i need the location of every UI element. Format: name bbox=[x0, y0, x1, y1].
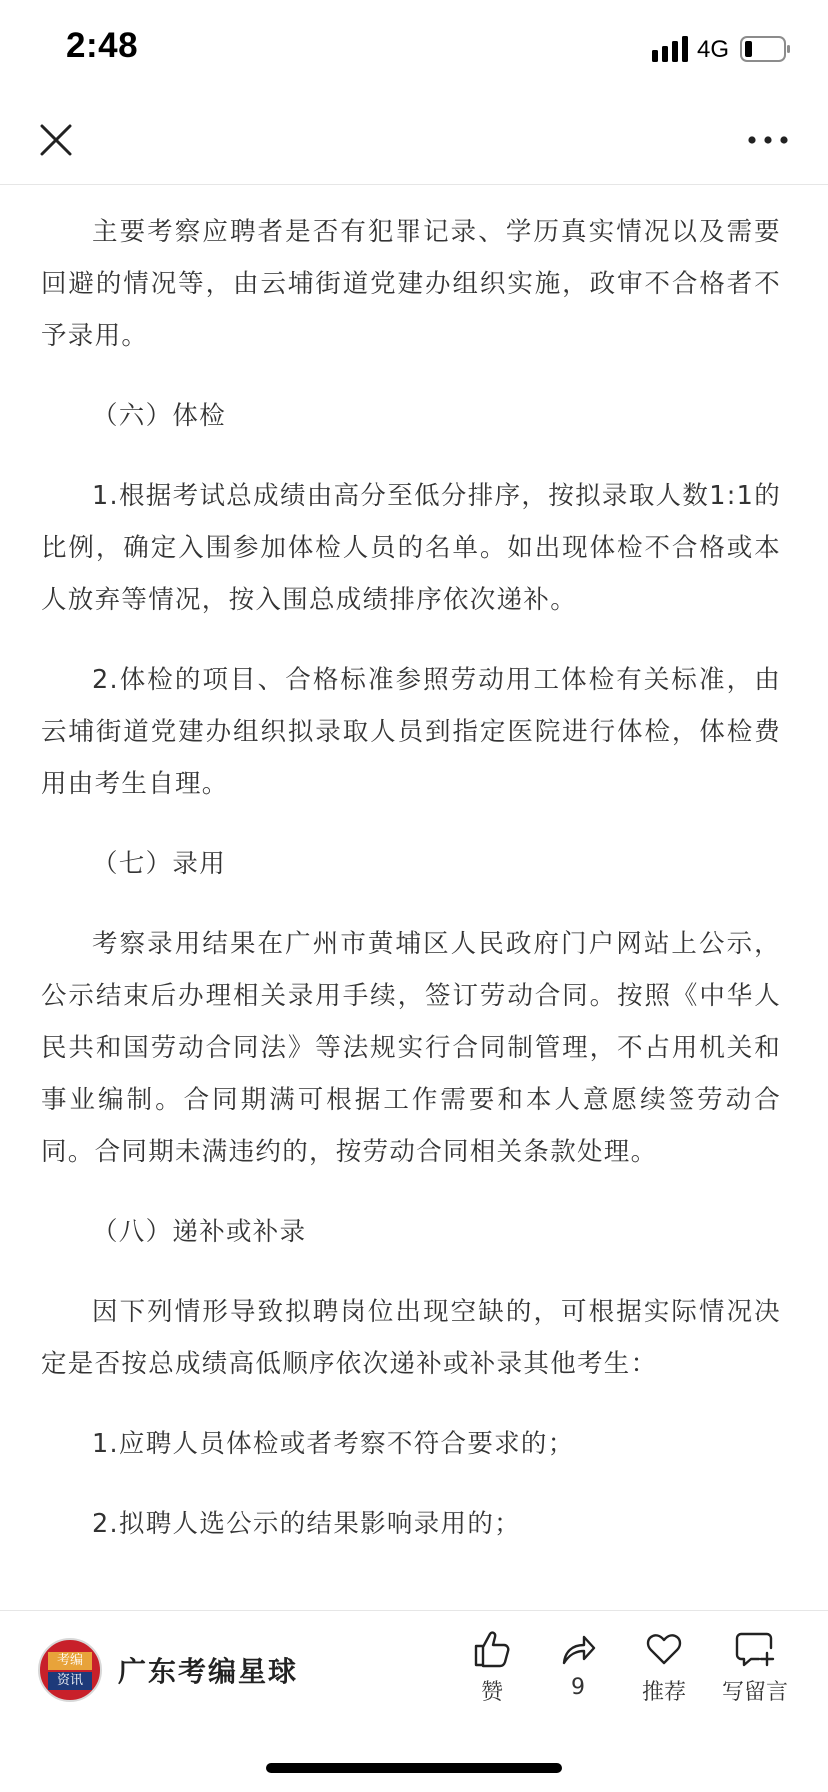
battery-icon bbox=[740, 35, 792, 63]
home-indicator[interactable] bbox=[266, 1763, 562, 1773]
heart-icon bbox=[644, 1629, 684, 1669]
share-button[interactable] bbox=[538, 1629, 618, 1715]
comment-icon bbox=[733, 1629, 777, 1669]
paragraph-substitution-case-2: 2.拟聘人选公示的结果影响录用的； bbox=[92, 1509, 521, 1539]
section-heading-substitution: （八）递补或补录 bbox=[92, 1217, 307, 1247]
account-link[interactable] bbox=[38, 1637, 298, 1703]
signal-icon bbox=[652, 36, 688, 62]
network-type: 4G bbox=[697, 36, 730, 63]
share-count: 9 bbox=[571, 1675, 585, 1700]
bottom-toolbar bbox=[0, 1610, 828, 1731]
recommend-button[interactable] bbox=[624, 1629, 704, 1715]
close-icon[interactable] bbox=[36, 120, 76, 160]
section-heading-employment: （七）录用 bbox=[92, 849, 227, 879]
avatar-bottom-text: 资讯 bbox=[48, 1672, 92, 1690]
avatar-top-text: 考编 bbox=[48, 1652, 92, 1670]
more-dots-icon[interactable] bbox=[746, 126, 790, 154]
write-comment-button[interactable] bbox=[710, 1629, 800, 1715]
like-label: 赞 bbox=[480, 1680, 503, 1705]
paragraph-exam-rule-2: 2.体检的项目、合格标准参照劳动用工体检有关标准，由云埔街道党建办组织拟录取人员到指定医院进行体检，体检费用由考生自理。 bbox=[41, 665, 781, 799]
thumbs-up-icon bbox=[472, 1629, 512, 1669]
write-comment-label: 写留言 bbox=[721, 1680, 788, 1705]
status-time: 2:48 bbox=[66, 26, 139, 65]
section-heading-physical-exam: （六）体检 bbox=[92, 401, 227, 431]
nav-bar bbox=[0, 100, 828, 185]
paragraph-substitution: 因下列情形导致拟聘岗位出现空缺的，可根据实际情况决定是否按总成绩高低顺序依次递补或补录其他考生： bbox=[41, 1297, 781, 1379]
paragraph-substitution-case-1: 1.应聘人员体检或者考察不符合要求的； bbox=[92, 1429, 575, 1459]
avatar[interactable] bbox=[38, 1638, 102, 1702]
account-name[interactable]: 广东考编星球 bbox=[118, 1655, 299, 1688]
recommend-label: 推荐 bbox=[641, 1680, 686, 1705]
status-bar bbox=[0, 0, 828, 100]
paragraph-political-review: 主要考察应聘者是否有犯罪记录、学历真实情况以及需要回避的情况等，由云埔街道党建办组织实施，政审不合格者不予录用。 bbox=[41, 217, 781, 351]
article-body bbox=[41, 206, 781, 1578]
like-button[interactable] bbox=[452, 1629, 532, 1715]
share-arrow-icon bbox=[558, 1629, 598, 1669]
paragraph-employment: 考察录用结果在广州市黄埔区人民政府门户网站上公示，公示结束后办理相关录用手续，签订劳动合同。按照《中华人民共和国劳动合同法》等法规实行合同制管理，不占用机关和事业编制。合同期满可根据工作需要和本人意愿续签劳动合同。合同期未满违约的，按劳动合同相关条款处理。 bbox=[41, 929, 781, 1167]
paragraph-exam-rule-1: 1.根据考试总成绩由高分至低分排序，按拟录取人数1:1的比例，确定入围参加体检人员的名单。如出现体检不合格或本人放弃等情况，按入围总成绩排序依次递补。 bbox=[41, 481, 781, 615]
